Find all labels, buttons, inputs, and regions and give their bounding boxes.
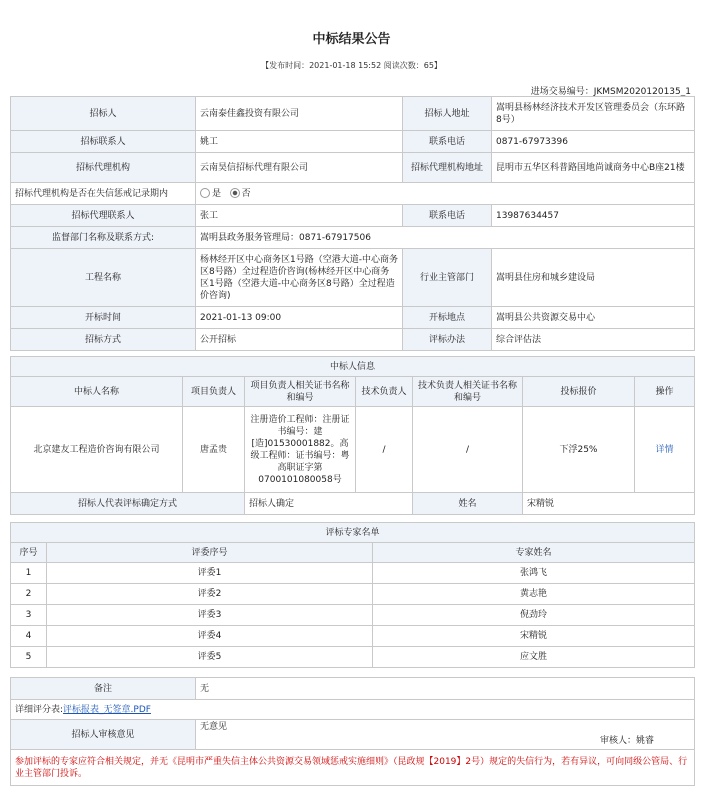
expert-no: 5 [11,647,47,668]
expert-row [11,584,695,605]
expert-seq: 评委2 [47,584,373,605]
eval-label: 评标办法 [403,329,492,351]
remark-value: 无 [196,678,695,700]
remark-label: 备注 [11,678,196,700]
open-time-label: 开标时间 [11,307,196,329]
winner-tech-header: 技术负责人 [356,377,413,407]
info-table [10,96,695,351]
tenderer-addr-value: 嵩明县杨林经济技术开发区管理委员会（东环路8号） [492,97,695,131]
winner-name-header: 中标人名称 [11,377,183,407]
expert-name: 张鸿飞 [373,563,695,584]
winner-price: 下浮25% [523,407,635,493]
experts-table [10,522,695,668]
winner-pm: 唐孟贵 [183,407,245,493]
winner-tech-cert: / [413,407,523,493]
eval-value: 综合评估法 [492,329,695,351]
score-report-row [11,700,695,720]
radio-yes-label: 是 [212,188,222,199]
rep-method-label: 招标人代表评标确定方式 [11,493,245,515]
winner-price-header: 投标报价 [523,377,635,407]
rep-method-value: 招标人确定 [245,493,413,515]
winner-op-header: 操作 [635,377,695,407]
opinion-cell [196,720,695,750]
winner-table [10,356,695,515]
tenderer-label: 招标人 [11,97,196,131]
winner-pm-cert-header: 项目负责人相关证书名称和编号 [245,377,356,407]
project-label: 工程名称 [11,249,196,307]
rep-name-label: 姓名 [413,493,523,515]
expert-row [11,563,695,584]
supervisor-label: 监督部门名称及联系方式: [11,227,196,249]
tenderer-contact-value: 姚工 [196,131,403,153]
tenderer-phone-value: 0871-67973396 [492,131,695,153]
expert-seq: 评委1 [47,563,373,584]
agency-value: 云南昊信招标代理有限公司 [196,153,403,183]
expert-row [11,626,695,647]
winner-name: 北京建友工程造价咨询有限公司 [11,407,183,493]
opinion-label: 招标人审核意见 [11,720,196,750]
score-report-label: 详细评分表: [15,704,64,715]
tenderer-phone-label: 联系电话 [403,131,492,153]
agency-contact-label: 招标代理联系人 [11,205,196,227]
industry-label: 行业主管部门 [403,249,492,307]
transaction-code: 进场交易编号：JKMSM2020120135_1 [530,87,691,97]
winner-section-title: 中标人信息 [11,357,695,377]
expert-row [11,647,695,668]
expert-name: 倪劲玲 [373,605,695,626]
winner-tech: / [356,407,413,493]
agency-addr-value: 昆明市五华区科普路国地尚诚商务中心B座21楼 [492,153,695,183]
agency-label: 招标代理机构 [11,153,196,183]
expert-seq: 评委4 [47,626,373,647]
detail-link[interactable]: 详情 [635,407,695,493]
open-place-label: 开标地点 [403,307,492,329]
experts-section-title: 评标专家名单 [11,523,695,543]
radio-no-label: 否 [241,188,251,199]
experts-seq-header: 评委序号 [47,543,373,563]
blacklist-options [196,183,695,205]
page-title: 中标结果公告 [312,32,391,47]
expert-no: 1 [11,563,47,584]
tenderer-addr-label: 招标人地址 [403,97,492,131]
expert-no: 3 [11,605,47,626]
expert-name: 应文胜 [373,647,695,668]
method-value: 公开招标 [196,329,403,351]
winner-pm-header: 项目负责人 [183,377,245,407]
expert-no: 2 [11,584,47,605]
opinion-value: 无意见 [200,722,228,732]
tenderer-contact-label: 招标联系人 [11,131,196,153]
open-place-value: 嵩明县公共资源交易中心 [492,307,695,329]
winner-tech-cert-header: 技术负责人相关证书名称和编号 [413,377,523,407]
blacklist-label: 招标代理机构是否在失信惩戒记录期内 [11,183,196,205]
experts-no-header: 序号 [11,543,47,563]
footer-table [10,677,695,786]
agency-phone-label: 联系电话 [403,205,492,227]
expert-no: 4 [11,626,47,647]
expert-seq: 评委5 [47,647,373,668]
method-label: 招标方式 [11,329,196,351]
expert-name: 黄志艳 [373,584,695,605]
agency-contact-value: 张工 [196,205,403,227]
notice-text: 参加评标的专家应符合相关规定，并无《昆明市严重失信主体公共资源交易领域惩戒实施细则》（昆政规【2019】2号）规定的失信行为，若有异议，可向同级公管局、行业主管部门投诉。 [11,750,695,786]
radio-yes[interactable] [200,188,210,198]
publish-meta: 【发布时间：2021-01-18 15:52 阅读次数：65】 [261,61,442,70]
reviewer: 审核人：姚睿 [599,736,654,746]
expert-seq: 评委3 [47,605,373,626]
supervisor-value: 嵩明县政务服务管理局：0871-67917506 [196,227,695,249]
project-value: 杨林经开区中心商务区1号路（空港大道-中心商务区8号路）全过程造价咨询(杨林经开区中心商务区1号路（空港大道-中心商务区8号路）全过程造价咨询) [196,249,403,307]
experts-name-header: 专家姓名 [373,543,695,563]
expert-row [11,605,695,626]
agency-addr-label: 招标代理机构地址 [403,153,492,183]
expert-name: 宋精锐 [373,626,695,647]
agency-phone-value: 13987634457 [492,205,695,227]
industry-value: 嵩明县住房和城乡建设局 [492,249,695,307]
open-time-value: 2021-01-13 09:00 [196,307,403,329]
radio-no[interactable] [230,188,240,198]
tenderer-value: 云南泰佳鑫投资有限公司 [196,97,403,131]
rep-name-value: 宋精锐 [523,493,695,515]
winner-pm-cert: 注册造价工程师：注册证书编号：建[造]01530001882。高级工程师：证书编号：粤高职证字第0700101080058号 [245,407,356,493]
score-report-link[interactable]: 评标报表_无签章.PDF [63,704,151,715]
